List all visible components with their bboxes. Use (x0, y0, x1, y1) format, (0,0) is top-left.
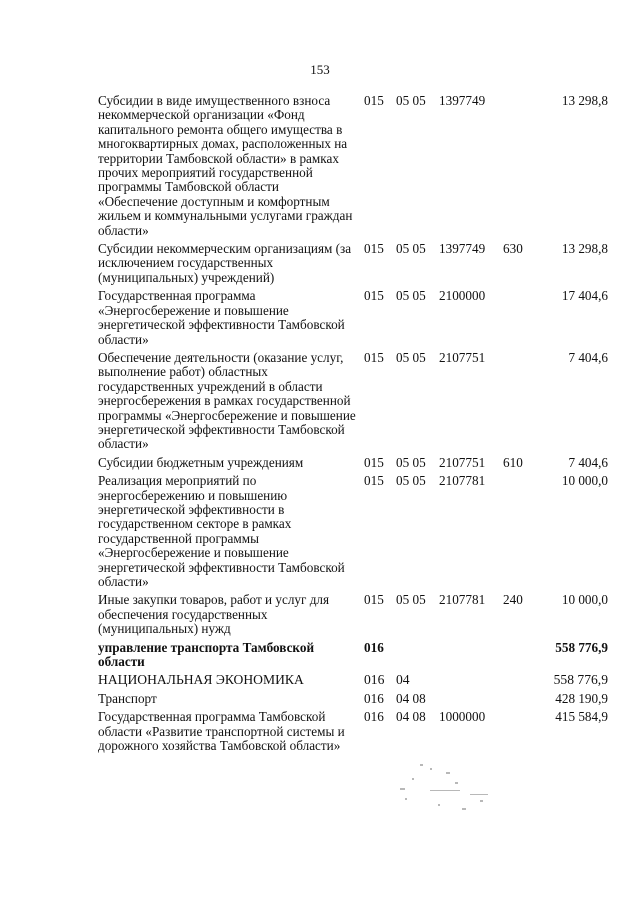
table-row (98, 474, 608, 589)
amount: 428 190,9 (555, 690, 608, 706)
row-name: Иные закупки товаров, работ и услуг для обеспечения государственных (муниципальных) нужд (98, 592, 330, 637)
section-code: 05 05 (396, 473, 426, 489)
row-name: Субсидии в виде имущественного взноса некоммерческой организации «Фонд капитального ремонта общего имущества в многоквартирных домах, расположенных на территории Тамбовской области» в рамках прочих мероприятий государственной программы Тамбовской области «Обеспечение доступным и комфортным жильем и коммунальными услугами граждан области» (98, 93, 353, 238)
ministry-code: 015 (364, 288, 384, 304)
ministry-code: 015 (364, 454, 384, 470)
section-code: 05 05 (396, 93, 426, 108)
table-row (98, 692, 608, 706)
table-row (98, 710, 608, 753)
section-code: 05 05 (396, 454, 426, 470)
ministry-code: 015 (364, 592, 384, 608)
table-row (98, 289, 608, 347)
row-name: Государственная программа Тамбовской области «Развитие транспортной системы и дорожного хозяйства Тамбовской области» (98, 709, 345, 754)
budget-table (98, 94, 608, 757)
article-code: 2107751 (439, 454, 486, 470)
ministry-code: 016 (364, 639, 384, 655)
article-code: 2100000 (439, 288, 486, 304)
amount: 13 298,8 (561, 93, 608, 108)
table-row (98, 94, 608, 238)
ministry-code: 015 (364, 241, 384, 257)
ministry-code: 016 (364, 690, 384, 706)
amount: 10 000,0 (561, 592, 608, 608)
table-row (98, 593, 608, 636)
row-name: Реализация мероприятий по энергосбережению и повышению энергетической эффективности в государственном секторе в рамках государственной программы «Энергосбережение и повышение энергетической эффективности Тамбовской области» (98, 473, 345, 589)
expense-type-code: 610 (503, 454, 523, 470)
section-code: 04 (396, 672, 410, 688)
article-code: 1000000 (439, 709, 486, 725)
amount: 558 776,9 (555, 639, 608, 655)
row-name: Транспорт (98, 690, 157, 706)
ministry-code: 015 (364, 473, 384, 489)
amount: 558 776,9 (553, 672, 608, 688)
section-code: 04 08 (396, 690, 426, 706)
row-name: управление транспорта Тамбовской области (98, 639, 315, 670)
expense-type-code: 630 (503, 241, 523, 257)
row-name: Субсидии некоммерческим организациям (за исключением государственных (муниципальных) учреждений) (98, 241, 352, 285)
table-row (98, 673, 608, 687)
ministry-code: 015 (364, 93, 384, 108)
row-name: НАЦИОНАЛЬНАЯ ЭКОНОМИКА (98, 672, 304, 688)
section-code: 05 05 (396, 241, 426, 257)
amount: 7 404,6 (568, 454, 608, 470)
article-code: 2107781 (439, 592, 486, 608)
amount: 415 584,9 (555, 709, 608, 725)
section-code: 04 08 (396, 709, 426, 725)
table-row (98, 351, 608, 452)
section-code: 05 05 (396, 592, 426, 608)
scan-artifact (360, 760, 510, 820)
table-row (98, 641, 608, 670)
article-code: 2107751 (439, 349, 486, 365)
table-row (98, 242, 608, 285)
ministry-code: 016 (364, 672, 385, 688)
table-row (98, 456, 608, 470)
article-code: 2107781 (439, 473, 486, 489)
amount: 13 298,8 (561, 241, 608, 257)
article-code: 1397749 (439, 241, 486, 257)
amount: 17 404,6 (561, 288, 608, 304)
ministry-code: 015 (364, 349, 384, 365)
row-name: Государственная программа «Энергосбережение и повышение энергетической эффективности Тамбовской области» (98, 288, 345, 347)
amount: 7 404,6 (568, 349, 608, 365)
amount: 10 000,0 (561, 473, 608, 489)
page-number: 153 (310, 62, 330, 77)
section-code: 05 05 (396, 349, 426, 365)
row-name: Обеспечение деятельности (оказание услуг, выполнение работ) областных государственных учреждений в области энергосбережения в рамках государственной программы «Энергосбережение и повышение энергетической эффективности Тамбовской области» (98, 349, 356, 452)
expense-type-code: 240 (503, 592, 523, 608)
row-name: Субсидии бюджетным учреждениям (98, 454, 304, 470)
article-code: 1397749 (439, 93, 486, 108)
ministry-code: 016 (364, 709, 384, 725)
section-code: 05 05 (396, 288, 426, 304)
